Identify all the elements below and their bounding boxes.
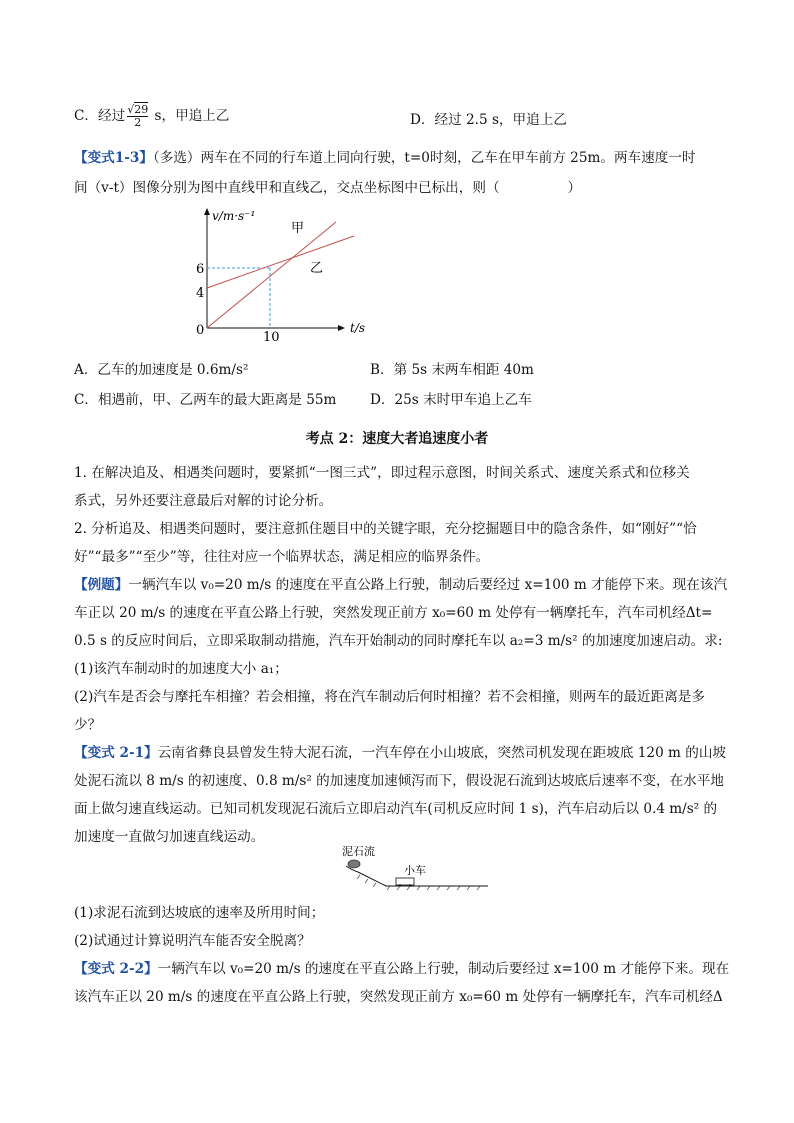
y-axis-arrow	[204, 208, 210, 215]
section-heading: 考点 2：速度大者追速度小者	[305, 431, 489, 447]
y-axis-label: v/m·s⁻¹	[212, 209, 256, 223]
car-body	[396, 878, 414, 885]
vt-graph	[190, 206, 380, 346]
fraction-denominator: 2	[134, 116, 142, 129]
ground-hatch	[357, 875, 480, 890]
example-question2-line2: 少？	[74, 717, 102, 733]
option-c-top	[74, 104, 229, 129]
tick-label-y-6: 6	[196, 262, 205, 277]
example-question2-line1: (2)汽车是否会与摩托车相撞？若会相撞，将在汽车制动后何时相撞？若不会相撞，则两车的最近距离是多	[74, 689, 705, 705]
example-line1	[74, 575, 728, 595]
example-text1: 一辆汽车以 v₀=20 m/s 的速度在平直公路上行驶，制动后要经过 x=100 m 才能停下来。现在该汽	[128, 577, 728, 593]
variant-2-1-question2: (2)试通过计算说明汽车能否安全脱离？	[74, 933, 311, 949]
variant-2-2-text1: 一辆汽车以 v₀=20 m/s 的速度在平直公路上行驶，制动后要经过 x=100 m 才能停下来。现在	[157, 961, 730, 977]
variant-1-3-line1	[74, 148, 724, 168]
option-d-1-3: D．25s 末时甲车追上乙车	[370, 392, 532, 408]
variant-2-2-line1	[74, 959, 730, 979]
option-c-prefix: C．经过	[74, 108, 126, 124]
tip-2-line1: 2. 分析追及、相遇类问题时，要注意抓住题目中的关键字眼，充分挖掘题目中的隐含条件，如“刚好”“恰	[74, 521, 697, 537]
option-c-suffix: s，甲追上乙	[150, 108, 230, 124]
label-jia: 甲	[291, 221, 305, 236]
car-wheel-right	[409, 884, 411, 886]
option-a-1-3: A．乙车的加速度是 0.6m/s²	[74, 362, 249, 378]
option-b-1-3: B．第 5s 末两车相距 40m	[370, 362, 534, 378]
mudflow-label: 泥石流	[342, 845, 375, 858]
origin-label: 0	[196, 323, 205, 338]
car-label: 小车	[404, 864, 426, 877]
x-axis-label: t/s	[350, 321, 366, 335]
variant-2-1-text1: 云南省彝良县曾发生特大泥石流，一汽车停在小山坡底，突然司机发现在距坡底 120 m 的山坡	[157, 745, 727, 761]
tip-2-line2: 好”“最多”“至少”等，往往对应一个临界状态，满足相应的临界条件。	[74, 549, 490, 565]
sqrt-fraction: $\frac{√29}{2}$	[127, 103, 149, 129]
option-c-1-3: C．相遇前，甲、乙两车的最大距离是 55m	[74, 392, 337, 408]
variant-2-1-line3: 面上做匀速直线运动。已知司机发现泥石流后立即启动汽车(司机反应时间 1 s)，汽车启动后以 0.4 m/s² 的	[74, 801, 718, 817]
example-line2: 车正以 20 m/s 的速度在平直公路上行驶，突然发现正前方 x₀=60 m 处停有一辆摩托车，汽车司机经Δt=	[74, 605, 713, 621]
variant-2-1-tag: 【变式 2-1】	[74, 745, 158, 761]
slope-figure	[338, 842, 493, 897]
variant-1-3-tag: 【变式1-3】	[74, 150, 153, 166]
example-line3: 0.5 s 的反应时间后，立即采取制动措施，汽车开始制动的同时摩托车以 a₂=3 m/s² 的加速度加速启动。求:	[74, 633, 723, 649]
variant-2-1-line1	[74, 743, 727, 763]
variant-2-2-line2: 该汽车正以 20 m/s 的速度在平直公路上行驶，突然发现正前方 x₀=60 m 处停有一辆摩托车，汽车司机经Δ	[74, 989, 723, 1005]
tick-label-y-4: 4	[196, 286, 205, 301]
car-wheel-left	[399, 884, 401, 886]
variant-1-3-line2: 间（v-t）图像分别为图中直线甲和直线乙，交点坐标图中已标出，则（ ）	[74, 180, 582, 196]
tip-1-line2: 系式，另外还要注意最后对解的讨论分析。	[74, 493, 333, 509]
variant-2-1-line2: 处泥石流以 8 m/s 的初速度、0.8 m/s² 的加速度加速倾泻而下，假设泥石流到达坡底后速率不变，在水平地	[74, 773, 724, 789]
x-axis-arrow	[338, 325, 345, 331]
option-d-top: D．经过 2.5 s，甲追上乙	[410, 112, 567, 128]
tick-label-x-10: 10	[263, 330, 280, 345]
variant-2-2-tag: 【变式 2-2】	[74, 961, 158, 977]
variant-2-1-line4: 加速度一直做匀加速直线运动。	[74, 829, 265, 845]
label-yi: 乙	[310, 261, 324, 276]
example-question1: (1)该汽车制动时的加速度大小 a₁；	[74, 661, 288, 677]
line-yi	[207, 236, 354, 288]
sqrt-numerator: 29	[134, 103, 149, 116]
tip-1-line1: 1. 在解决追及、相遇类问题时，要紧抓“一图三式”，即过程示意图，时间关系式、速度关系式和位移关	[74, 465, 690, 481]
variant-2-1-question1: (1)求泥石流到达坡底的速率及所用时间；	[74, 905, 325, 921]
mudflow-blob	[348, 860, 360, 868]
example-tag: 【例题】	[74, 577, 129, 593]
variant-1-3-text1: （多选）两车在不同的行车道上同向行驶，t=0时刻，乙车在甲车前方 25m。两车速度一时	[152, 150, 696, 166]
